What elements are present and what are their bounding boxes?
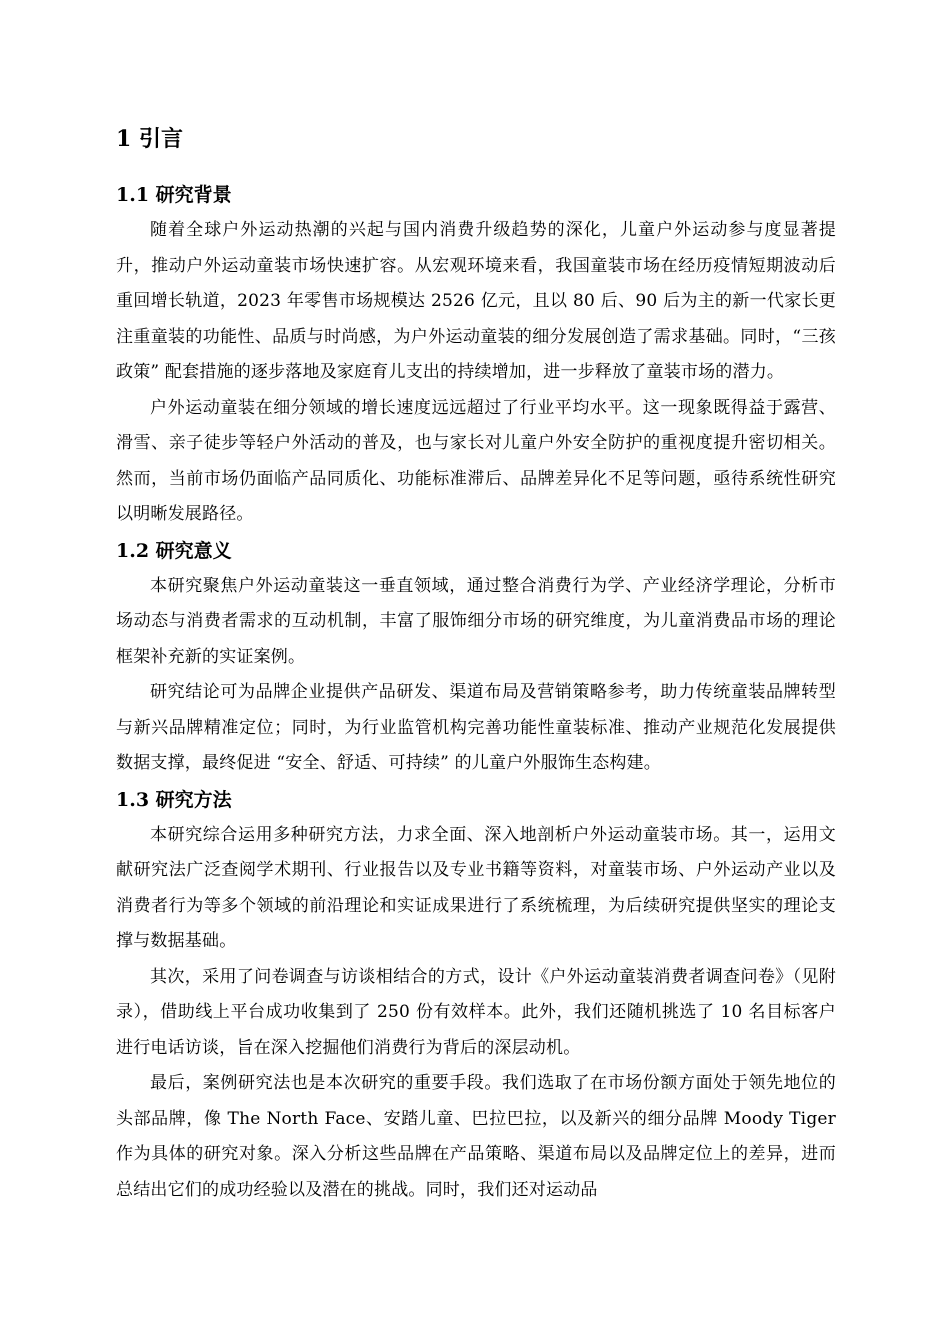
paragraph: 随着全球户外运动热潮的兴起与国内消费升级趋势的深化，儿童户外运动参与度显著提升，推动户外运动童装市场快速扩容。从宏观环境来看，我国童装市场在经历疫情短期波动后重回增长轨道，2023 年零售市场规模达 2526 亿元，且以 80 后、90 后为主的新一代家长更注重童装的功能性、品质与时尚感，为户外运动童装的细分发展创造了需求基础。同时，“三孩政策” 配套措施的逐步落地及家庭育儿支出的持续增加，进一步释放了童装市场的潜力。: [116, 220, 836, 382]
paragraph: 户外运动童装在细分领域的增长速度远远超过了行业平均水平。这一现象既得益于露营、滑雪、亲子徒步等轻户外活动的普及，也与家长对儿童户外安全防护的重视度提升密切相关。然而，当前市场仍面临产品同质化、功能标准滞后、品牌差异化不足等问题，亟待系统性研究以明晰发展路径。: [116, 397, 836, 524]
section-research-background: [116, 177, 836, 533]
paragraph: 本研究综合运用多种研究方法，力求全面、深入地剖析户外运动童装市场。其一，运用文献研究法广泛查阅学术期刊、行业报告以及专业书籍等资料，对童装市场、户外运动产业以及消费者行为等多个领域的前沿理论和实证成果进行了系统梳理，为后续研究提供坚实的理论支撑与数据基础。: [116, 824, 836, 951]
section-research-methods: [116, 782, 836, 1209]
paragraph: 本研究聚焦户外运动童装这一垂直领域，通过整合消费行为学、产业经济学理论，分析市场动态与消费者需求的互动机制，丰富了服饰细分市场的研究维度，为儿童消费品市场的理论框架补充新的实证案例。: [116, 575, 836, 667]
paragraph: 研究结论可为品牌企业提供产品研发、渠道布局及营销策略参考，助力传统童装品牌转型与新兴品牌精准定位；同时，为行业监管机构完善功能性童装标准、推动产业规范化发展提供数据支撑，最终促进 “安全、舒适、可持续” 的儿童户外服饰生态构建。: [116, 682, 836, 773]
section-heading: 1.1 研究背景: [116, 184, 232, 206]
chapter-title: 1 引言: [116, 126, 183, 152]
section-heading: 1.3 研究方法: [116, 788, 232, 811]
section-heading: 1.2 研究意义: [116, 539, 232, 562]
section-research-significance: [116, 533, 836, 782]
paragraph: 其次，采用了问卷调查与访谈相结合的方式，设计《户外运动童装消费者调查问卷》（见附录），借助线上平台成功收集到了 250 份有效样本。此外，我们还随机挑选了 10 名目标客户进行电话访谈，旨在深入挖掘他们消费行为背后的深层动机。: [116, 966, 836, 1058]
paragraph: 最后，案例研究法也是本次研究的重要手段。我们选取了在市场份额方面处于领先地位的头部品牌，像 The North Face、安踏儿童、巴拉巴拉，以及新兴的细分品牌 Moody Tiger 作为具体的研究对象。深入分析这些品牌在产品策略、渠道布局以及品牌定位上的差异，进而总结出它们的成功经验以及潜在的挑战。同时，我们还对运动品: [116, 1073, 836, 1200]
document-body: [116, 120, 836, 1208]
